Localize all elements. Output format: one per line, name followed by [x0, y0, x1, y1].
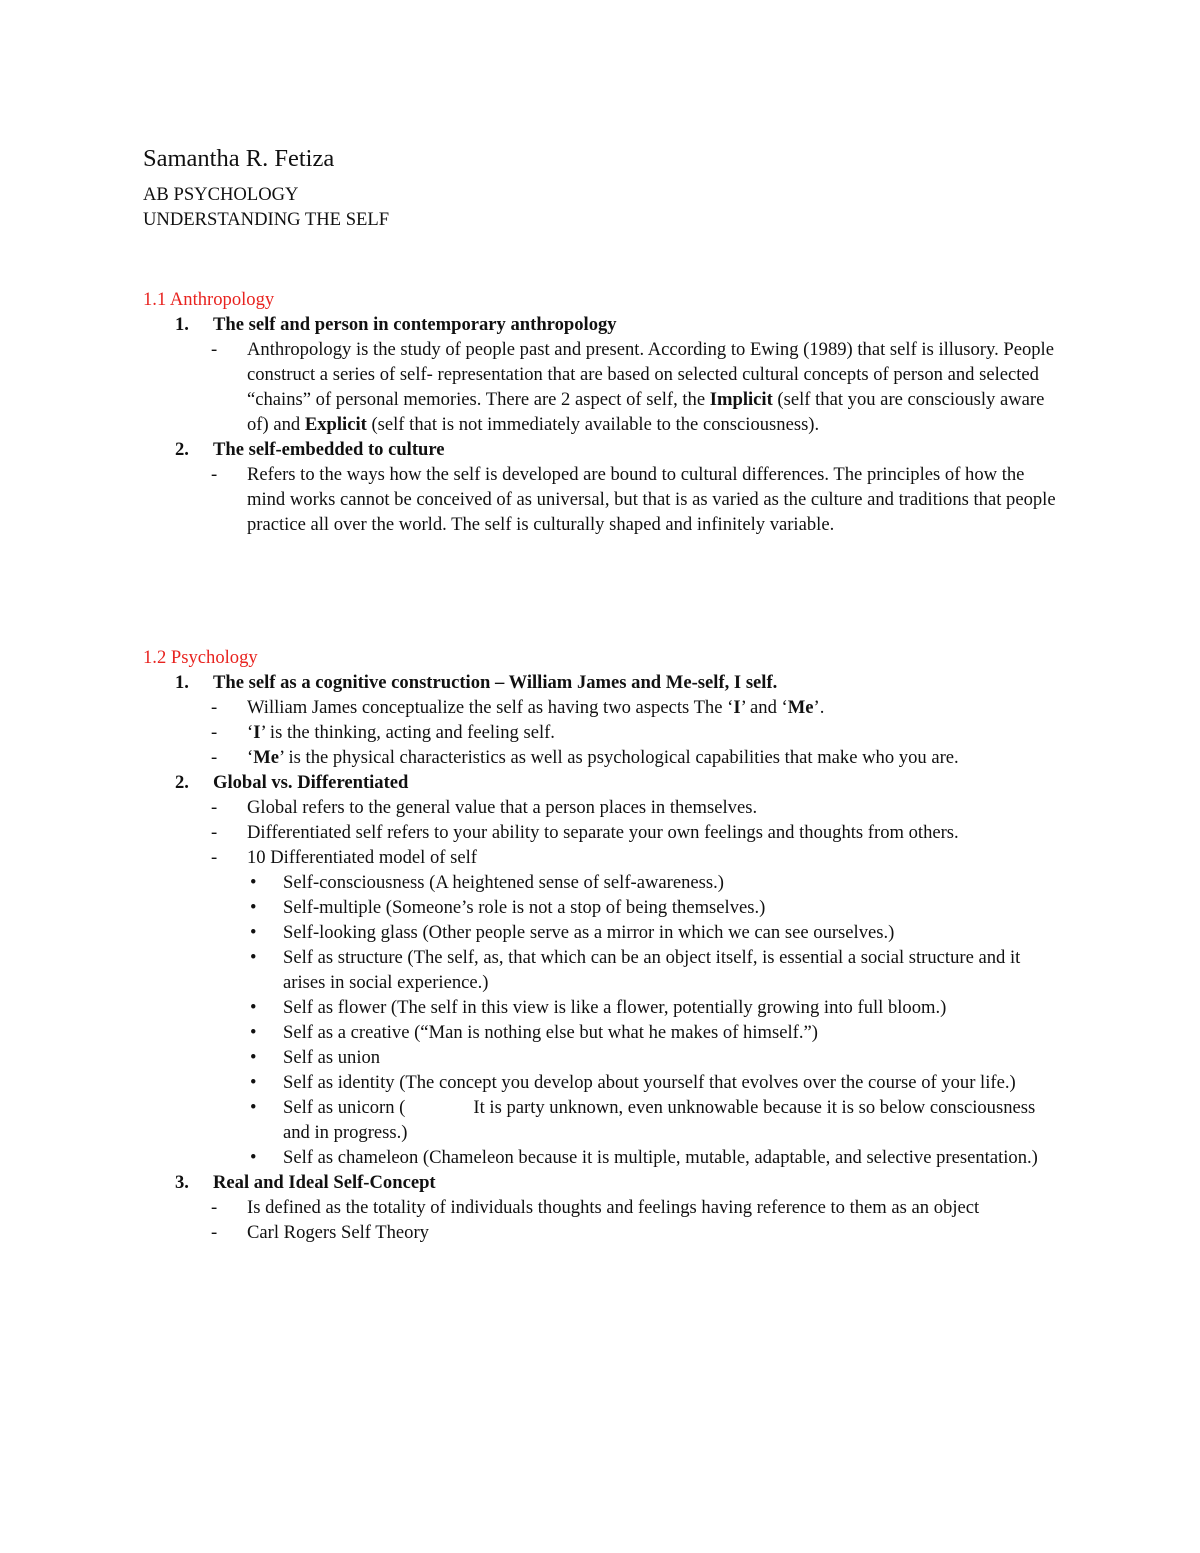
text: Self as chameleon (Chameleon because it is multiple, mutable, adaptable, and selective presentation.) [283, 1147, 1038, 1168]
item-heading: Real and Ideal Self-Concept [213, 1172, 436, 1193]
dash-item [175, 720, 1065, 745]
bullet-marker: • [250, 1097, 257, 1118]
bullet-item [175, 1070, 1065, 1095]
bullet-marker: • [250, 897, 257, 918]
text: ’. [813, 697, 825, 718]
dash-item [175, 745, 1065, 770]
dash-marker: - [211, 1197, 218, 1218]
text: It is party unknown, even unknowable because it is so below consciousness and in progress.) [283, 1097, 1036, 1143]
list-item [175, 312, 1065, 437]
dash-marker: - [211, 822, 218, 843]
text: Self as flower (The self in this view is like a flower, potentially growing into full bloom.) [283, 997, 947, 1018]
bold-term: Me [787, 697, 814, 718]
dash-marker: - [211, 847, 218, 868]
bullet-marker: • [250, 1022, 257, 1043]
text: ‘ [247, 722, 254, 743]
bullet-item [175, 920, 1065, 945]
text: Self-looking glass (Other people serve as a mirror in which we can see ourselves.) [283, 922, 895, 943]
text: Self as a creative (“Man is nothing else but what he makes of himself.”) [283, 1022, 818, 1043]
text: Self-multiple (Someone’s role is not a stop of being themselves.) [283, 897, 766, 918]
item-heading: The self as a cognitive construction – William James and Me-self, I self. [213, 672, 778, 693]
item-number: 1. [175, 672, 189, 693]
list-item [175, 437, 1065, 537]
item-number: 2. [175, 439, 189, 460]
bold-term: Me [253, 747, 280, 768]
dash-marker: - [211, 722, 218, 743]
bold-term: I [733, 697, 741, 718]
dash-marker: - [211, 1222, 218, 1243]
text: Carl Rogers Self Theory [247, 1222, 429, 1243]
list-item [175, 670, 1065, 770]
list-item [175, 1170, 1065, 1245]
text: Self as union [283, 1047, 381, 1068]
bullet-item [175, 1045, 1065, 1070]
dash-marker: - [211, 797, 218, 818]
subject-line: UNDERSTANDING THE SELF [143, 209, 390, 230]
text: William James conceptualize the self as having two aspects The ‘ [247, 697, 734, 718]
bold-term: I [253, 722, 261, 743]
bullet-marker: • [250, 922, 257, 943]
bullet-marker: • [250, 872, 257, 893]
psychology-list [175, 670, 1065, 1245]
list-item [175, 770, 1065, 1170]
dash-item [175, 462, 1065, 537]
item-number: 3. [175, 1172, 189, 1193]
item-heading: The self and person in contemporary anthropology [213, 314, 617, 335]
text: Differentiated self refers to your ability to separate your own feelings and thoughts from others. [247, 822, 959, 843]
section-heading-psychology: 1.2 Psychology [143, 647, 258, 668]
section-heading-anthropology: 1.1 Anthropology [143, 289, 275, 310]
text: ‘ [247, 747, 254, 768]
item-number: 1. [175, 314, 189, 335]
bullet-marker: • [250, 947, 257, 968]
paragraph-text: (self that you are consciously aware of) and [247, 389, 1045, 435]
text: ’ is the physical characteristics as well as psychological capabilities that make who you are. [279, 747, 959, 768]
text: Self as identity (The concept you develop about yourself that evolves over the course of your life.) [283, 1072, 1016, 1093]
dash-marker: - [211, 747, 218, 768]
dash-item [175, 795, 1065, 820]
dash-item [175, 1195, 1065, 1220]
dash-item [175, 1220, 1065, 1245]
dash-marker: - [211, 464, 218, 485]
dash-item [175, 820, 1065, 845]
text: ’ is the thinking, acting and feeling self. [260, 722, 555, 743]
text: Global refers to the general value that a person places in themselves. [247, 797, 758, 818]
bold-term: Explicit [304, 414, 367, 435]
bullet-item [175, 1020, 1065, 1045]
bullet-marker: • [250, 997, 257, 1018]
dash-item [175, 337, 1065, 437]
dash-marker: - [211, 697, 218, 718]
bullet-item [175, 870, 1065, 895]
bullet-marker: • [250, 1147, 257, 1168]
item-number: 2. [175, 772, 189, 793]
bullet-item [175, 945, 1065, 995]
anthropology-list [175, 312, 1065, 537]
paragraph-text: Refers to the ways how the self is developed are bound to cultural differences. The principles of how the mind works cannot be conceived of as universal, but that is as varied as the culture and traditions that people practice all over the world. The self is culturally shaped and infinitely variable. [247, 464, 1056, 535]
text: Is defined as the totality of individuals thoughts and feelings having reference to them as an object [247, 1197, 980, 1218]
item-heading: The self-embedded to culture [213, 439, 445, 460]
item-heading: Global vs. Differentiated [213, 772, 409, 793]
author-name: Samantha R. Fetiza [143, 145, 335, 172]
bullet-marker: • [250, 1072, 257, 1093]
text: Self as unicorn ( [283, 1097, 406, 1118]
bullet-item [175, 1095, 1065, 1145]
text: Self as structure (The self, as, that which can be an object itself, is essential a social structure and it arises in social experience.) [283, 947, 1021, 993]
text: 10 Differentiated model of self [247, 847, 477, 868]
paragraph-text: (self that is not immediately available to the consciousness). [366, 414, 820, 435]
bullet-item [175, 995, 1065, 1020]
dash-item [175, 695, 1065, 720]
bullet-item [175, 1145, 1065, 1170]
bold-term: Implicit [709, 389, 773, 410]
text: Self-consciousness (A heightened sense of self-awareness.) [283, 872, 724, 893]
course-line: AB PSYCHOLOGY [143, 184, 299, 205]
text: ’ and ‘ [740, 697, 788, 718]
dash-marker: - [211, 339, 218, 360]
bullet-marker: • [250, 1047, 257, 1068]
dash-item [175, 845, 1065, 870]
paragraph-text: Anthropology is the study of people past and present. According to Ewing (1989) that self is illusory. People construct a series of self- representation that are based on selected cultural concepts of person and selected “chains” of personal memories. There are 2 aspect of self, the [247, 339, 1054, 410]
bullet-item [175, 895, 1065, 920]
